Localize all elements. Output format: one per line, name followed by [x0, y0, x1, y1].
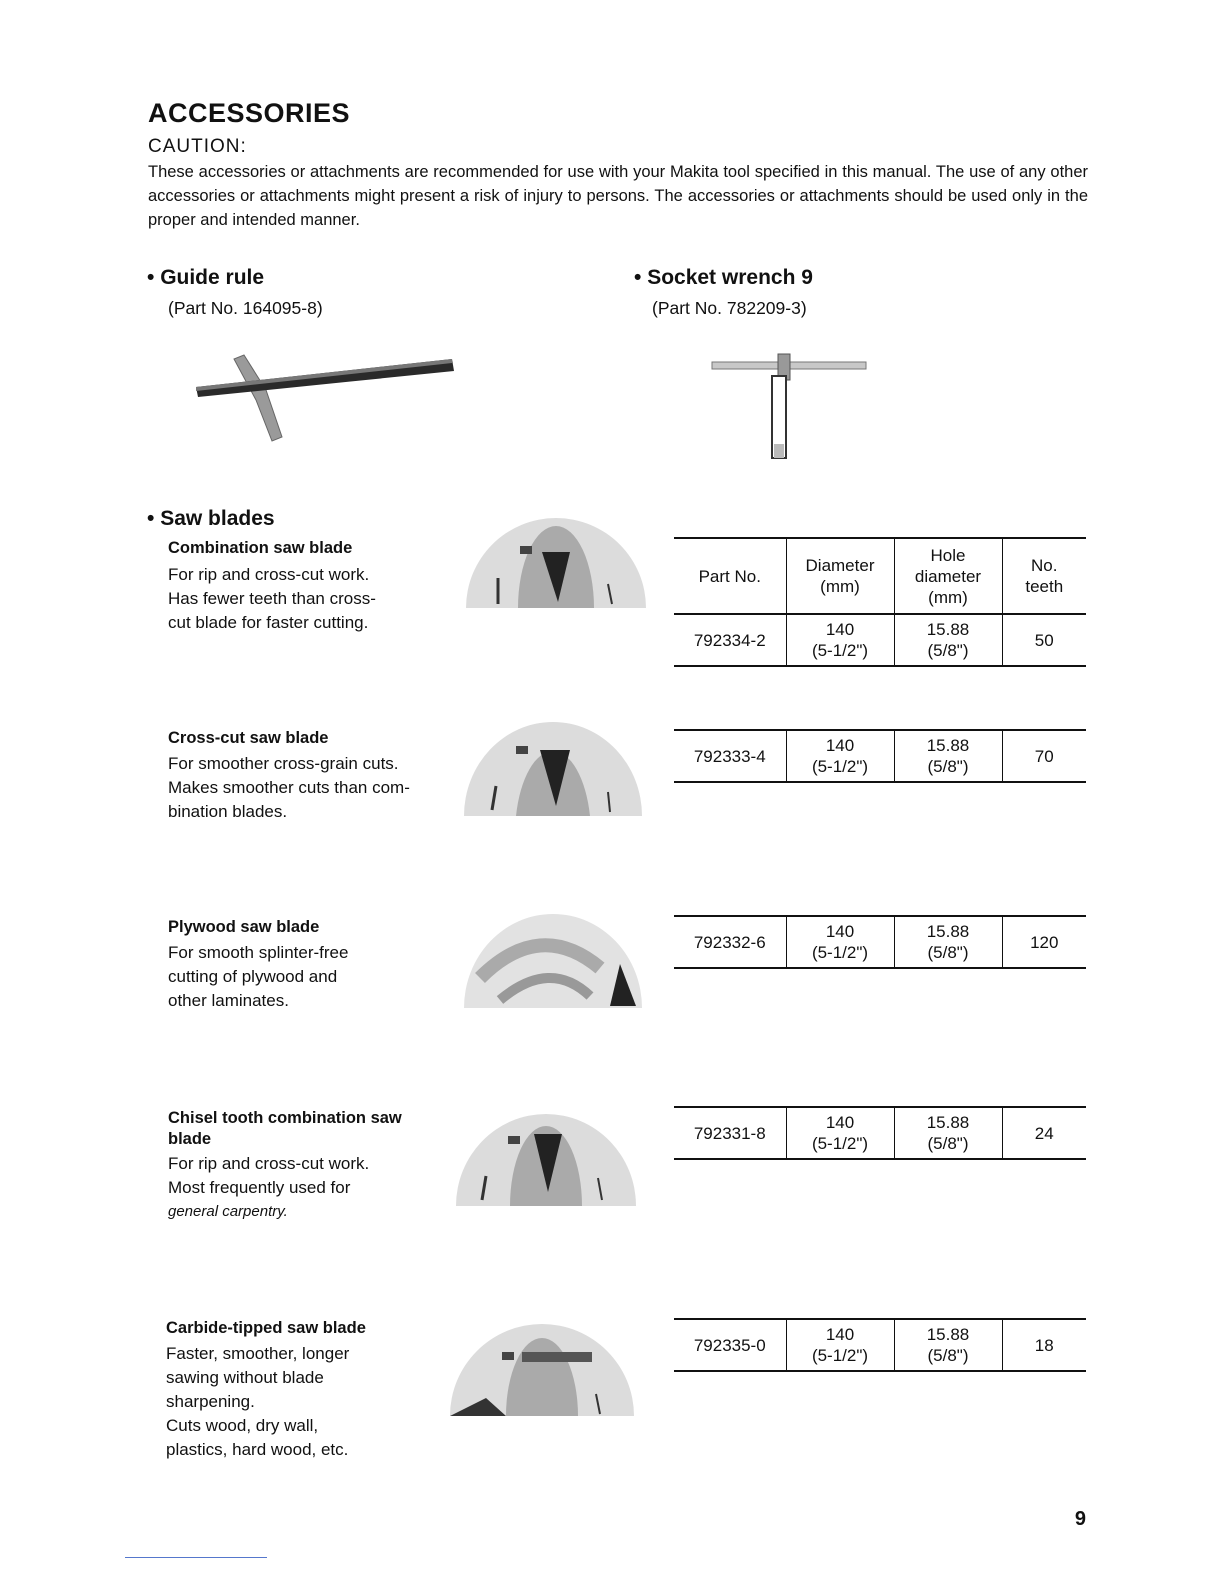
table-row — [674, 614, 1086, 666]
teeth-cell: 18 — [1002, 1319, 1086, 1371]
cross-cut-blade-description: For smoother cross-grain cuts. Makes smoother cuts than com- bination blades. — [168, 754, 410, 821]
plywood-blade-image — [460, 908, 646, 1008]
cross-cut-blade-name: Cross-cut saw blade — [168, 729, 329, 747]
page-title: ACCESSORIES — [148, 98, 351, 128]
carbide-tipped-blade-name: Carbide-tipped saw blade — [166, 1319, 366, 1337]
diameter-cell: 140 (5-1/2") — [786, 614, 894, 666]
guide-rule-part-no: (Part No. 164095-8) — [168, 298, 323, 318]
teeth-cell: 50 — [1002, 614, 1086, 666]
hole-cell: 15.88 (5/8") — [894, 614, 1002, 666]
table-row — [674, 730, 1086, 782]
part-no-cell: 792332-6 — [674, 916, 786, 968]
socket-wrench-part-no: (Part No. 782209-3) — [652, 298, 807, 318]
combination-blade-name: Combination saw blade — [168, 539, 353, 557]
combination-blade-spec-table — [674, 537, 1086, 667]
hole-cell: 15.88 (5/8") — [894, 730, 1002, 782]
caution-text: These accessories or attachments are recommended for use with your Makita tool specified in this manual. The use of any other accessories or attachments might present a risk of injury to persons. The accessories or attachments should be used only in the proper and intended manner. — [148, 163, 1088, 229]
chisel-tooth-blade-spec-table — [674, 1106, 1086, 1160]
hole-cell: 15.88 (5/8") — [894, 1319, 1002, 1371]
part-no-cell: 792334-2 — [674, 614, 786, 666]
header-teeth: No. teeth — [1002, 538, 1086, 614]
combination-blade-description: For rip and cross-cut work. Has fewer teeth than cross- cut blade for faster cutting. — [168, 565, 376, 632]
guide-rule-heading: • Guide rule — [147, 266, 265, 289]
caution-label: CAUTION: — [148, 136, 247, 157]
diameter-cell: 140 (5-1/2") — [786, 730, 894, 782]
diameter-cell: 140 (5-1/2") — [786, 916, 894, 968]
hole-cell: 15.88 (5/8") — [894, 1107, 1002, 1159]
teeth-cell: 120 — [1002, 916, 1086, 968]
header-part-no: Part No. — [674, 538, 786, 614]
spec-table-header — [674, 538, 1086, 614]
cross-cut-blade-spec-table — [674, 729, 1086, 783]
part-no-cell: 792335-0 — [674, 1319, 786, 1371]
hole-cell: 15.88 (5/8") — [894, 916, 1002, 968]
carbide-tipped-blade-image — [446, 1318, 638, 1416]
page-number: 9 — [1074, 1508, 1086, 1530]
combination-blade-image — [462, 512, 650, 608]
socket-wrench-image — [708, 348, 870, 464]
chisel-tooth-blade-image — [452, 1108, 640, 1206]
header-hole-diameter: Hole diameter (mm) — [894, 538, 1002, 614]
table-row — [674, 1107, 1086, 1159]
plywood-blade-name: Plywood saw blade — [168, 918, 320, 936]
plywood-blade-spec-table — [674, 915, 1086, 969]
table-row — [674, 916, 1086, 968]
footer-rule — [125, 1557, 267, 1558]
carbide-tipped-blade-spec-table — [674, 1318, 1086, 1372]
saw-blades-heading: • Saw blades — [147, 507, 275, 530]
plywood-blade-description: For smooth splinter-free cutting of plywood and other laminates. — [168, 943, 349, 1010]
chisel-tooth-blade-description: For rip and cross-cut work. Most frequently used for general carpentry. — [168, 1154, 370, 1220]
diameter-cell: 140 (5-1/2") — [786, 1319, 894, 1371]
diameter-cell: 140 (5-1/2") — [786, 1107, 894, 1159]
header-diameter: Diameter (mm) — [786, 538, 894, 614]
socket-wrench-heading: • Socket wrench 9 — [634, 266, 813, 289]
chisel-tooth-blade-name: Chisel tooth combination saw blade — [168, 1109, 402, 1148]
teeth-cell: 24 — [1002, 1107, 1086, 1159]
guide-rule-image — [186, 345, 458, 445]
cross-cut-blade-image — [460, 716, 646, 816]
teeth-cell: 70 — [1002, 730, 1086, 782]
part-no-cell: 792331-8 — [674, 1107, 786, 1159]
carbide-tipped-blade-description: Faster, smoother, longer sawing without blade sharpening. Cuts wood, dry wall, plastics, hard wood, etc. — [166, 1344, 350, 1459]
part-no-cell: 792333-4 — [674, 730, 786, 782]
table-row — [674, 1319, 1086, 1371]
